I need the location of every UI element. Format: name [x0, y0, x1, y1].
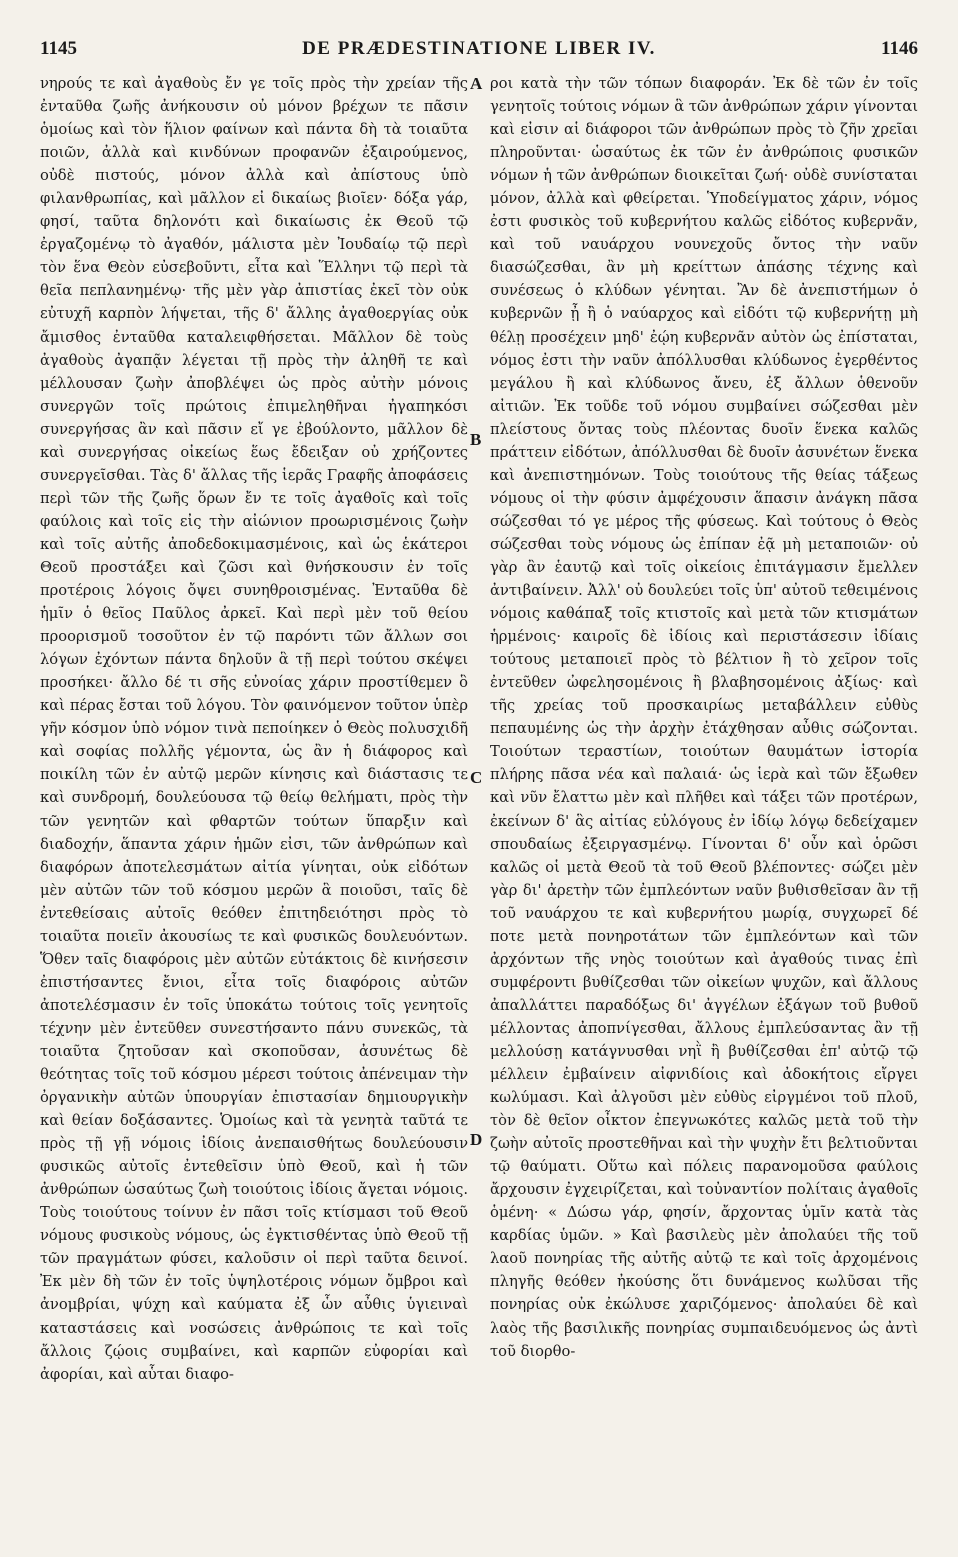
page-number-left: 1145	[40, 38, 77, 59]
left-column-text: νηρούς τε καὶ ἀγαθοὺς ἔν γε τοῖς πρὸς τὴν χρείαν τῆς ἐνταῦθα ζωῆς ἀνήκουσιν οὐ μόνον βρέχων τε πᾶσιν ὁμοίως καὶ τὸν ἥλιον φαίνων καὶ πάντα δὴ τὰ τοιαῦτα ποιῶν, ἀλλὰ καὶ κινδύνων προφανῶν ἐξαιρούμενος, οὐδὲ πιστούς, μόνον ἀλλὰ καὶ ἀπίστους ὑπὸ φιλανθρωπίας, καὶ μᾶλλον εἰ δικαίως βιοῖεν· δόξα γάρ, φησί, ταῦτα δηλονότι καὶ δικαίωσις ἐκ Θεοῦ τῷ ἐργαζομένῳ τὸ ἀγαθόν, μάλιστα μὲν Ἰουδαίῳ τῷ περὶ τὸν ἕνα Θεὸν εὐσεβοῦντι, εἶτα καὶ Ἕλληνι τῷ περὶ τὰ θεῖα πεπλανημένῳ· τῆς μὲν γὰρ ἀπιστίας ἐκεῖ τὸν οὐκ εὐτυχῆ καρπὸν λήψεται, τῆς δ' ἄλλης ἀγαθοεργίας οὐκ ἄμισθος ἐνταῦθα καταλειφθήσεται. Μᾶλλον δὲ τοὺς ἀγαθοὺς ἀγαπᾷν λέγεται τῇ πρὸς τὴν ἀληθῆ τε καὶ μέλλουσαν ζωὴν ἀποβλέψει ὡς πρὸς αὐτὴν μόνοις συνεργῶν τοῖς πρώτοις ἐπιμεληθῆναι ἠγαπηκόσι συνεργήσας ἂν καὶ πᾶσιν εἴ γε ἐβούλοντο, μᾶλλον δὲ καὶ συνεργήσας οἰκείως ἕως ἔδειξαν οὐ χρήζοντες συνεργεῖσθαι. Τὰς δ' ἄλλας τῆς ἱερᾶς Γραφῆς ἀποφάσεις περὶ τῶν τῆς ζωῆς ὅρων ἔν τε τοῖς ἀγαθοῖς καὶ τοῖς φαύλοις καὶ τοῖς εἰς τὴν αἰώνιον προωρισμένοις ζωὴν καὶ τοῖς αὐτῆς ἀποδεδοκιμασμένοις, καὶ ὡς ἑκάτεροι Θεοῦ προστάξει καὶ ζῶσι καὶ θνήσκουσιν ἐν τοῖς προτέροις λόγοις ὄψει συνηθροισμένας. Ἐνταῦθα δὲ ἡμῖν ὁ θεῖος Παῦλος ἀρκεῖ. Καὶ περὶ μὲν τοῦ θείου προορισμοῦ τοσοῦτον ἐν τῷ παρόντι τῶν ἄλλων σοι λόγων ἐχόντων πάντα δηλοῦν ἃ τῇ περὶ τούτου σκέψει προσήκει· ἄλλο δέ τι σῆς εὐνοίας χάριν προστίθεμεν ὃ καὶ πέρας ἔσται τοῦ λόγου. Τὸν φαινόμενον τοῦτον ὑπὲρ γῆν κόσμον ὑπὸ νόμον τινὰ πεποίηκεν ὁ Θεὸς πολυσχιδῆ καὶ σοφίας πολλῆς γέμοντα, ὡς ἂν ἡ διάφορος καὶ ποικίλη τῶν ἐν αὐτῷ μερῶν κίνησις καὶ διάστασις τε καὶ συνδρομή, δουλεύουσα τῷ θείῳ θελήματι, πρὸς τὴν τῶν γενητῶν καὶ φθαρτῶν τούτων ὕπαρξιν καὶ διαδοχήν, ἅπαντα χάριν ἡμῶν εἰσι, τῶν ἀνθρώπων καὶ διαφόρων ἀποτελεσμάτων αἰτία γίνηται, οὐκ εἰδότων μὲν αὐτῶν τῶν τοῦ κόσμου μερῶν ἃ ποιοῦσι, ταῖς δὲ ἐντεθείσαις αὐτοῖς θεόθεν ἐπιτηδειότησι πρὸς τὸ τοιαῦτα ποιεῖν ἀκουσίως τε καὶ φυσικῶς δουλευόντων. Ὅθεν ταῖς διαφόροις μὲν αὐτῶν εὐτάκτοις δὲ κινήσεσιν ἐπιστήσαντες ἔνιοι, εἶτα τοῖς διαφόροις αὐτῶν ἀποτελέσμασιν ἐν τοῖς ὑποκάτω τούτοις τοῖς γενητοῖς τέχνην μὲν ἐντεῦθεν συνεστήσαντο πάνυ συνεκῶς, τὰ τοιαῦτα ζητοῦσαν καὶ σκοποῦσαν, ἀσυνέτως δὲ θεότητας τοῖς τοῦ κόσμου μέρεσι τούτοις ἀπένειμαν τὴν ὀργανικὴν αὐτῶν ὑπουργίαν ἐπιστασίαν δημιουργικὴν καὶ θείαν δοξάσαντες. Ὁμοίως καὶ τὰ γενητὰ ταῦτά τε πρὸς τῇ γῇ νόμοις ἰδίοις ἀνεπαισθήτως δουλεύουσιν φυσικῶς αὐτοῖς ἐντεθεῖσιν ὑπὸ Θεοῦ, καὶ ἡ τῶν ἀνθρώπων ὡσαύτως ζωὴ τοιούτοις ἰδίοις ἄγεται νόμοις. Τοὺς τοιούτους τοίνυν ἐν πᾶσι τοῖς κτίσμασι τοῦ Θεοῦ νόμους φυσικοὺς νόμους, ὡς ἐγκτισθέντας ὑπὸ Θεοῦ τῇ τῶν πραγμάτων φύσει, καλοῦσιν οἱ περὶ ταῦτα δεινοί. Ἐκ μὲν δὴ τῶν ἐν τοῖς ὑψηλοτέροις νόμων ὄμβροι καὶ ἀνομβρίαι, ψύχη καὶ καύματα ἐξ ὧν αὖθις ὑγιειναὶ καταστάσεις καὶ νοσώσεις ἀνθρώποις τε καὶ τοῖς ἄλλοις ζῴοις συμβαίνει, καὶ καρπῶν εὐφορίαι καὶ ἀφορίαι, καὶ αὗται διαφο-	[40, 75, 468, 1383]
section-marker-a: A	[470, 74, 483, 93]
running-title: DE PRÆDESTINATIONE LIBER IV.	[302, 38, 656, 59]
section-marker-c: C	[470, 768, 483, 787]
right-column	[490, 72, 918, 1547]
left-column	[40, 72, 468, 1547]
right-column-text: ροι κατὰ τὴν τῶν τόπων διαφοράν. Ἐκ δὲ τῶν ἐν τοῖς γενητοῖς τούτοις νόμων ἃ τῶν ἀνθρώπων χάριν γίνονται καὶ εἰσιν αἱ διάφοροι τῶν ἀνθρώπων πρὸς τὸ ζῆν χρεῖαι πληροῦνται· ὡσαύτως ἐκ τῶν ἐν ἀνθρώποις φυσικῶν νόμων ἡ τῶν ἀνθρώπων διοικεῖται ζωή· οὐδὲ συνίσταται μόνον, ἀλλὰ καὶ φθείρεται. Ὑποδείγματος χάριν, νόμος ἐστι φυσικὸς τοῦ κυβερνήτου καλῶς εἰδότος κυβερνᾶν, καὶ τοῦ ναυάρχου νουνεχοῦς ὄντος τὴν ναῦν διασώζεσθαι, ἂν μὴ κρείττων ἁπάσης τέχνης καὶ συνέσεως ὁ κλύδων γένηται. Ἂν δὲ ἀνεπιστήμων ὁ κυβερνῶν ᾖ ἢ ὁ ναύαρχος καὶ εἰδότι τῷ κυβερνήτῃ μὴ θέλῃ προσέχειν μηδ' ἐῴη κυβερνᾶν αὐτὸν ὡς ἐπίσταται, νόμος ἐστι τὴν ναῦν ἀπόλλυσθαι κλύδωνος ἐγερθέντος μεγάλου ἢ καὶ κλύδωνος ἄνευ, ἐξ ἄλλων ὁθενοῦν αἰτιῶν. Ἐκ τοῦδε τοῦ νόμου συμβαίνει σώζεσθαι μὲν πλείστους ὄντας τοὺς πλέοντας δυοῖν ἕνεκα καλῶς πράττειν εἰδότων, ἀπόλλυσθαι δὲ δυοῖν ἀσυνέτων ἕνεκα καὶ ἀνεπιστημόνων. Τοὺς τοιούτους τῆς θείας τάξεως νόμους οἱ τὴν φύσιν ἀμφέχουσιν ἅπασιν ἀνάγκη πᾶσα σώζεσθαι τό γε μέρος τῆς φύσεως. Καὶ τούτους ὁ Θεὸς σώζεσθαι τοὺς νόμους ὡς ἐπίπαν ἐᾷ μὴ μεταποιῶν· οὐ γὰρ ἂν ἑαυτῷ καὶ τοῖς οἰκείοις ἐπιτάγμασιν ἔμελλεν ἀντιβαίνειν. Ἀλλ' οὐ δουλεύει τοῖς ὑπ' αὐτοῦ τεθειμένοις νόμοις καθάπαξ τοῖς κτιστοῖς καὶ μετὰ τῶν κτισμάτων ἡρμένοις· καιροῖς δὲ ἰδίοις καὶ περιστάσεσιν ἰδίαις τούτους μεταποιεῖ πρὸς τὸ βέλτιον ἢ τὸ χεῖρον τοῖς ἐντεῦθεν ὠφελησομένοις ἢ βλαβησομένοις ἀξίως· καὶ τῆς χρείας τοῦ προσκαιρίως μεταβάλλειν εὐθὺς πεπαυμένης ὡς τὴν ἀρχὴν ἐτάχθησαν αὖθις σώζονται. Τοιούτων τεραστίων, τοιούτων θαυμάτων ἱστορία πλήρης πᾶσα νέα καὶ παλαιά· ὡς ἱερὰ καὶ τῶν ἔξωθεν καὶ νῦν ἔλαττω μὲν καὶ πλῆθει καὶ τάξει τῶν προτέρων, ἐκείνων δ' ἃς αἰτίας εὐλόγους ἐν ἰδίῳ λόγῳ δεδείχαμεν σπουδαίως ἐξειργασμένῳ. Γίνονται δ' οὖν καὶ ὁρῶσι καλῶς οἱ μετὰ Θεοῦ τὰ τοῦ Θεοῦ βλέποντες· σώζει μὲν γὰρ δι' ἀρετὴν τῶν ἐμπλεόντων ναῦν βυθισθεῖσαν ἂν τῇ τοῦ ναυάρχου τε καὶ κυβερνήτου μωρίᾳ, συγχωρεῖ δέ ποτε μετὰ πονηροτάτων τῶν ἐμπλεόντων καὶ τῶν ἀρχόντων τῆς νηὸς τοιούτων καὶ ἀγαθούς τινας ἐπὶ συμφέροντι βυθίζεσθαι τῶν οἰκείων ψυχῶν, καὶ ἄλλους ἀπαλλάττει παραδόξως δι' ἀγγέλων ἐξάγων τοῦ βυθοῦ μέλλοντας ἀποπνίγεσθαι, ἄλλους ἐμπλεύσαντας ἂν τῇ μελλούσῃ κατάγνυσθαι νηῒ ἢ βυθίζεσθαι ἐπ' αὐτῷ τῷ μέλλειν ἐμβαίνειν αἰφνιδίοις καὶ ἀδοκήτοις εἴργει κωλύμασι. Καὶ ἀλγοῦσι μὲν εὐθὺς εἰργμένοι τοῦ πλοῦ, τὸν δὲ θεῖον οἶκτον ἐπεγνωκότες καλῶς μετὰ τοῦ τὴν ζωὴν αὐτοῖς προστεθῆναι καὶ τὴν ψυχὴν ἔτι βελτιοῦνται τῷ θαύματι. Οὕτω καὶ πόλεις παρανομοῦσα φαύλοις ἄρχουσιν ἐγχειρίζεται, καὶ τοὐναντίον πολίταις ἀγαθοῖς ὁμένη· « Δώσω γάρ, φησίν, ἄρχοντας ὑμῖν κατὰ τὰς καρδίας ὑμῶν. » Καὶ βασιλεὺς μὲν ἀπολαύει τῆς τοῦ λαοῦ πονηρίας τῆς αὐτῆς αὐτῷ τε καὶ τοῖς ἀρχομένοις πληγῆς θεόθεν ἠκούσης ὅτι δυνάμενος κωλῦσαι τῆς πονηρίας οὐκ ἐκώλυσε χαριζόμενος· ἀπολαύει δὲ καὶ λαὸς τῆς βασιλικῆς πονηρίας συμπαιδευόμενος ὡς ἀντὶ τοῦ διορθο-	[490, 75, 918, 1360]
section-marker-d: D	[470, 1130, 483, 1149]
running-header	[40, 38, 918, 68]
page-number-right: 1146	[881, 38, 918, 59]
section-marker-b: B	[470, 430, 482, 449]
